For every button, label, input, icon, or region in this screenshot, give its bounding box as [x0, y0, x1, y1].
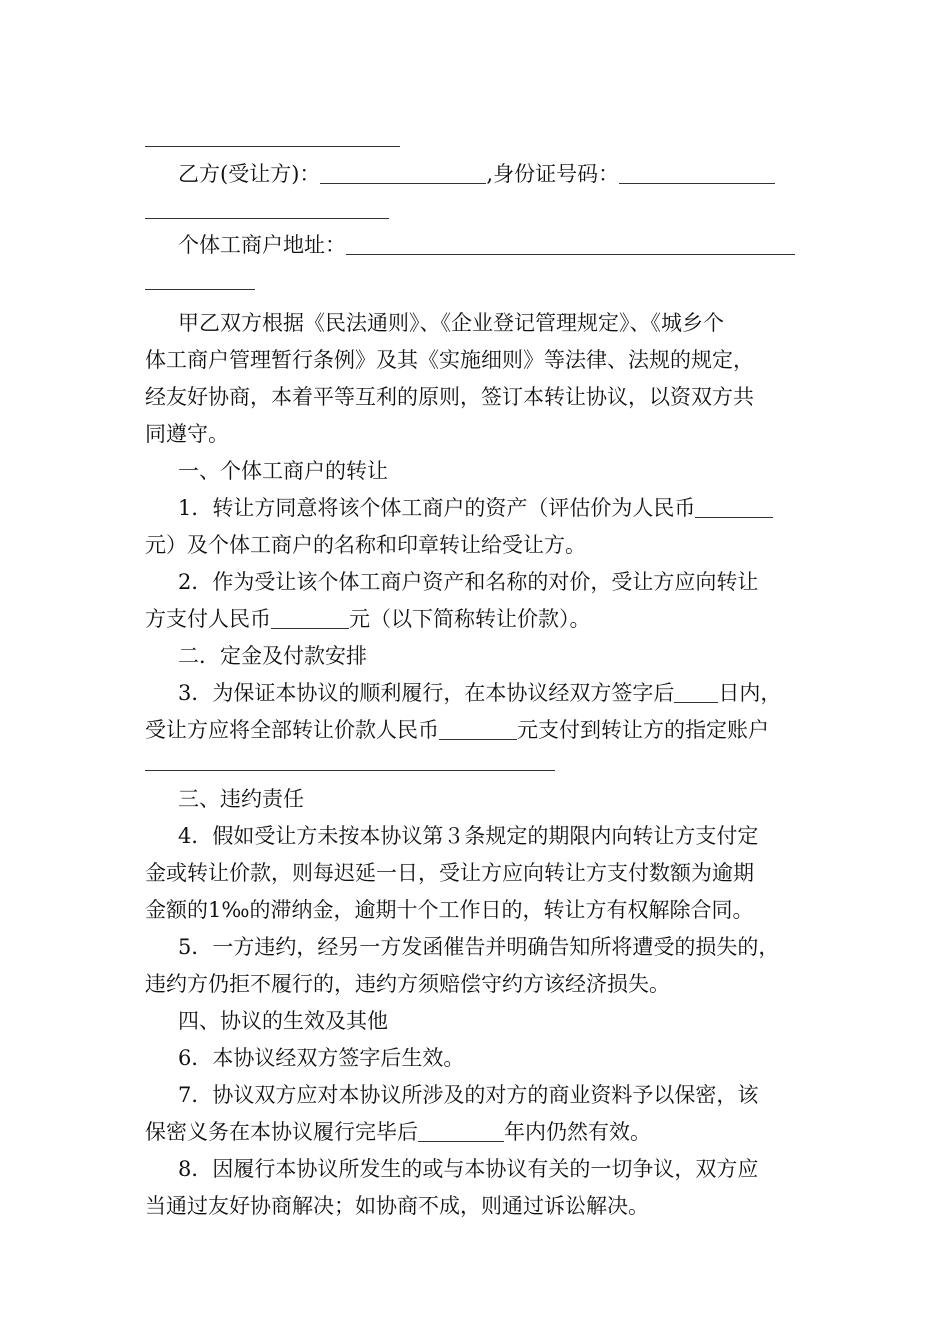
id-number-label: 身份证号码：: [493, 162, 620, 186]
section-1-heading: 一、个体工商户的转让: [178, 459, 388, 483]
comma: ,: [486, 162, 494, 186]
clause-5-line-2: 违约方仍拒不履行的，违约方须赔偿守约方该经济损失。: [145, 972, 670, 996]
clause-5-line-1: 5．一方违约，经另一方发函催告并明确告知所将遭受的损失的，: [178, 935, 780, 959]
price-blank[interactable]: [271, 606, 349, 629]
clause-7-line-1: 7．协议双方应对本协议所涉及的对方的商业资料予以保密，该: [178, 1083, 759, 1107]
clause-4-line-1: 4．假如受让方未按本协议第３条规定的期限内向转让方支付定: [178, 824, 759, 848]
clause-3-text: 3．为保证本协议的顺利履行，在本协议经双方签字后: [178, 681, 675, 705]
clause-3-line-1: [178, 675, 781, 711]
clause-1-text: 1．转让方同意将该个体工商户的资产（评估价为人民币: [178, 496, 696, 520]
clause-2-line-1: 2．作为受让该个体工商户资产和名称的对价，受让方应向转让: [178, 570, 759, 594]
section-3-heading: 三、违约责任: [178, 787, 304, 811]
clause-3-text-2-end: 元支付到转让方的指定账户: [517, 718, 769, 742]
clause-3-text-2: 受让方应将全部转让价款人民币: [145, 718, 439, 742]
address-line: [178, 227, 795, 263]
address-label: 个体工商户地址：: [178, 233, 346, 257]
preamble-line-2: 体工商户管理暂行条例》及其《实施细则》等法律、法规的规定，: [145, 348, 754, 372]
blank-line: [145, 146, 400, 147]
party-b-line: [178, 156, 775, 192]
section-4-heading: 四、协议的生效及其他: [178, 1009, 388, 1033]
clause-7-line-2: [145, 1114, 651, 1150]
payment-amount-blank[interactable]: [439, 717, 517, 740]
clause-7-text-end: 年内仍然有效。: [504, 1120, 651, 1144]
address-blank-continued[interactable]: [145, 289, 255, 290]
clause-4-line-2: 金或转让价款，则每迟延一日，受让方应向转让方支付数额为逾期: [145, 861, 754, 885]
preamble-line-1: 甲乙双方根据《民法通则》、《企业登记管理规定》、《城乡个: [178, 311, 724, 335]
clause-4-line-3: 金额的1‰的滞纳金，逾期十个工作日的，转让方有权解除合同。: [145, 898, 754, 922]
clause-3-line-2: [145, 712, 769, 748]
clause-8-line-1: 8．因履行本协议所发生的或与本协议有关的一切争议，双方应: [178, 1157, 759, 1181]
valuation-blank[interactable]: [695, 495, 773, 518]
clause-2-text: 方支付人民币: [145, 607, 271, 631]
address-blank[interactable]: [346, 232, 795, 255]
clause-2-line-2: [145, 601, 591, 637]
account-blank[interactable]: [145, 770, 555, 771]
years-blank[interactable]: [418, 1119, 504, 1142]
clause-2-text-end: 元（以下简称转让价款）。: [349, 607, 591, 631]
id-number-blank[interactable]: [619, 161, 775, 184]
section-2-heading: 二．定金及付款安排: [178, 644, 367, 668]
clause-1-line-1: [178, 490, 773, 526]
clause-6: 6．本协议经双方签字后生效。: [178, 1046, 465, 1070]
party-b-name-blank[interactable]: [320, 161, 486, 184]
clause-1-line-2: 元）及个体工商户的名称和印章转让给受让方。: [145, 533, 586, 557]
party-b-label: 乙方(受让方)：: [178, 162, 321, 186]
preamble-line-4: 同遵守。: [145, 422, 229, 446]
days-blank[interactable]: [674, 680, 718, 703]
preamble-line-3: 经友好协商，本着平等互利的原则，签订本转让协议，以资双方共: [145, 385, 754, 409]
clause-3-text-end: 日内，: [718, 681, 782, 705]
id-number-blank-continued[interactable]: [145, 218, 389, 219]
clause-8-line-2: 当通过友好协商解决；如协商不成，则通过诉讼解决。: [145, 1194, 649, 1218]
clause-7-text: 保密义务在本协议履行完毕后: [145, 1120, 418, 1144]
